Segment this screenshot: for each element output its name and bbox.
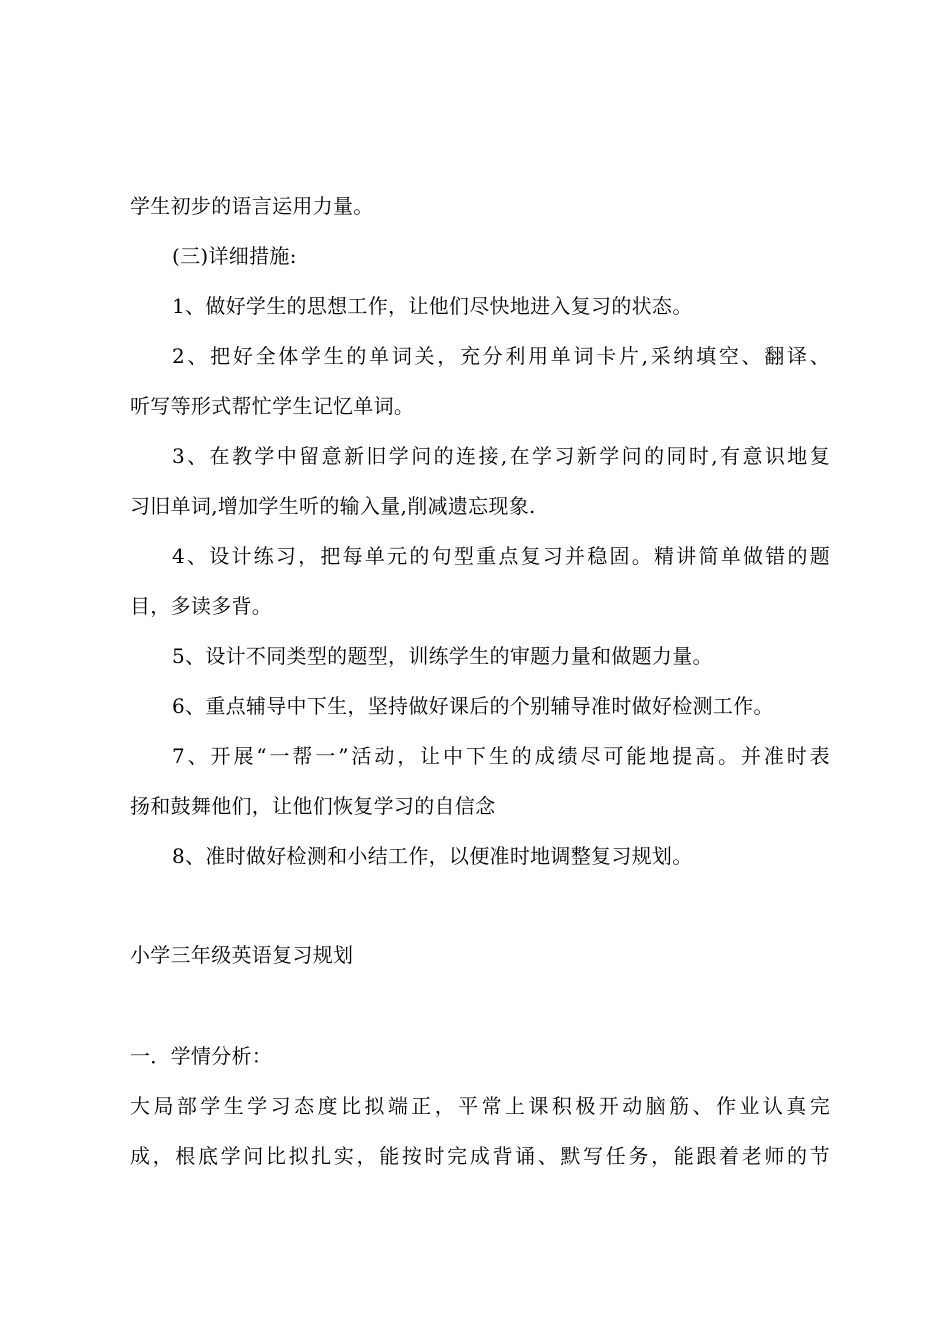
list-item-1: 1、做好学生的思想工作，让他们尽快地进入复习的状态。 <box>172 294 693 318</box>
list-item-2-continued: 听写等形式帮忙学生记忆单词。 <box>130 394 415 418</box>
list-item-7-continued: 扬和鼓舞他们，让他们恢复学习的自信念 <box>130 794 496 818</box>
list-item-4: 4、设计练习，把每单元的句型重点复习并稳固。精讲简单做错的题 <box>172 544 830 568</box>
list-item-2: 2、把好全体学生的单词关，充分利用单词卡片,采纳填空、翻译、 <box>172 344 830 368</box>
list-item-3-continued: 习旧单词,增加学生听的输入量,削减遗忘现象. <box>130 494 536 518</box>
list-item-7: 7、开展“一帮一”活动，让中下生的成绩尽可能地提高。并准时表 <box>172 744 830 768</box>
list-item-4-continued: 目，多读多背。 <box>130 594 273 618</box>
section-heading-analysis: 一．学情分析： <box>130 1044 273 1068</box>
document-title: 小学三年级英语复习规划 <box>130 943 354 967</box>
list-item-5: 5、设计不同类型的题型，训练学生的审题力量和做题力量。 <box>172 644 713 668</box>
list-item-6: 6、重点辅导中下生，坚持做好课后的个别辅导准时做好检测工作。 <box>172 694 774 718</box>
list-item-8: 8、准时做好检测和小结工作，以便准时地调整复习规划。 <box>172 844 693 868</box>
section-heading: (三)详细措施: <box>172 244 297 268</box>
list-item-3: 3、在教学中留意新旧学问的连接,在学习新学问的同时,有意识地复 <box>172 444 830 468</box>
paragraph-line: 学生初步的语言运用力量。 <box>130 194 374 218</box>
paragraph-line: 成，根底学问比拟扎实，能按时完成背诵、默写任务，能跟着老师的节 <box>130 1144 830 1168</box>
paragraph-line: 大局部学生学习态度比拟端正，平常上课积极开动脑筋、作业认真完 <box>130 1094 830 1118</box>
